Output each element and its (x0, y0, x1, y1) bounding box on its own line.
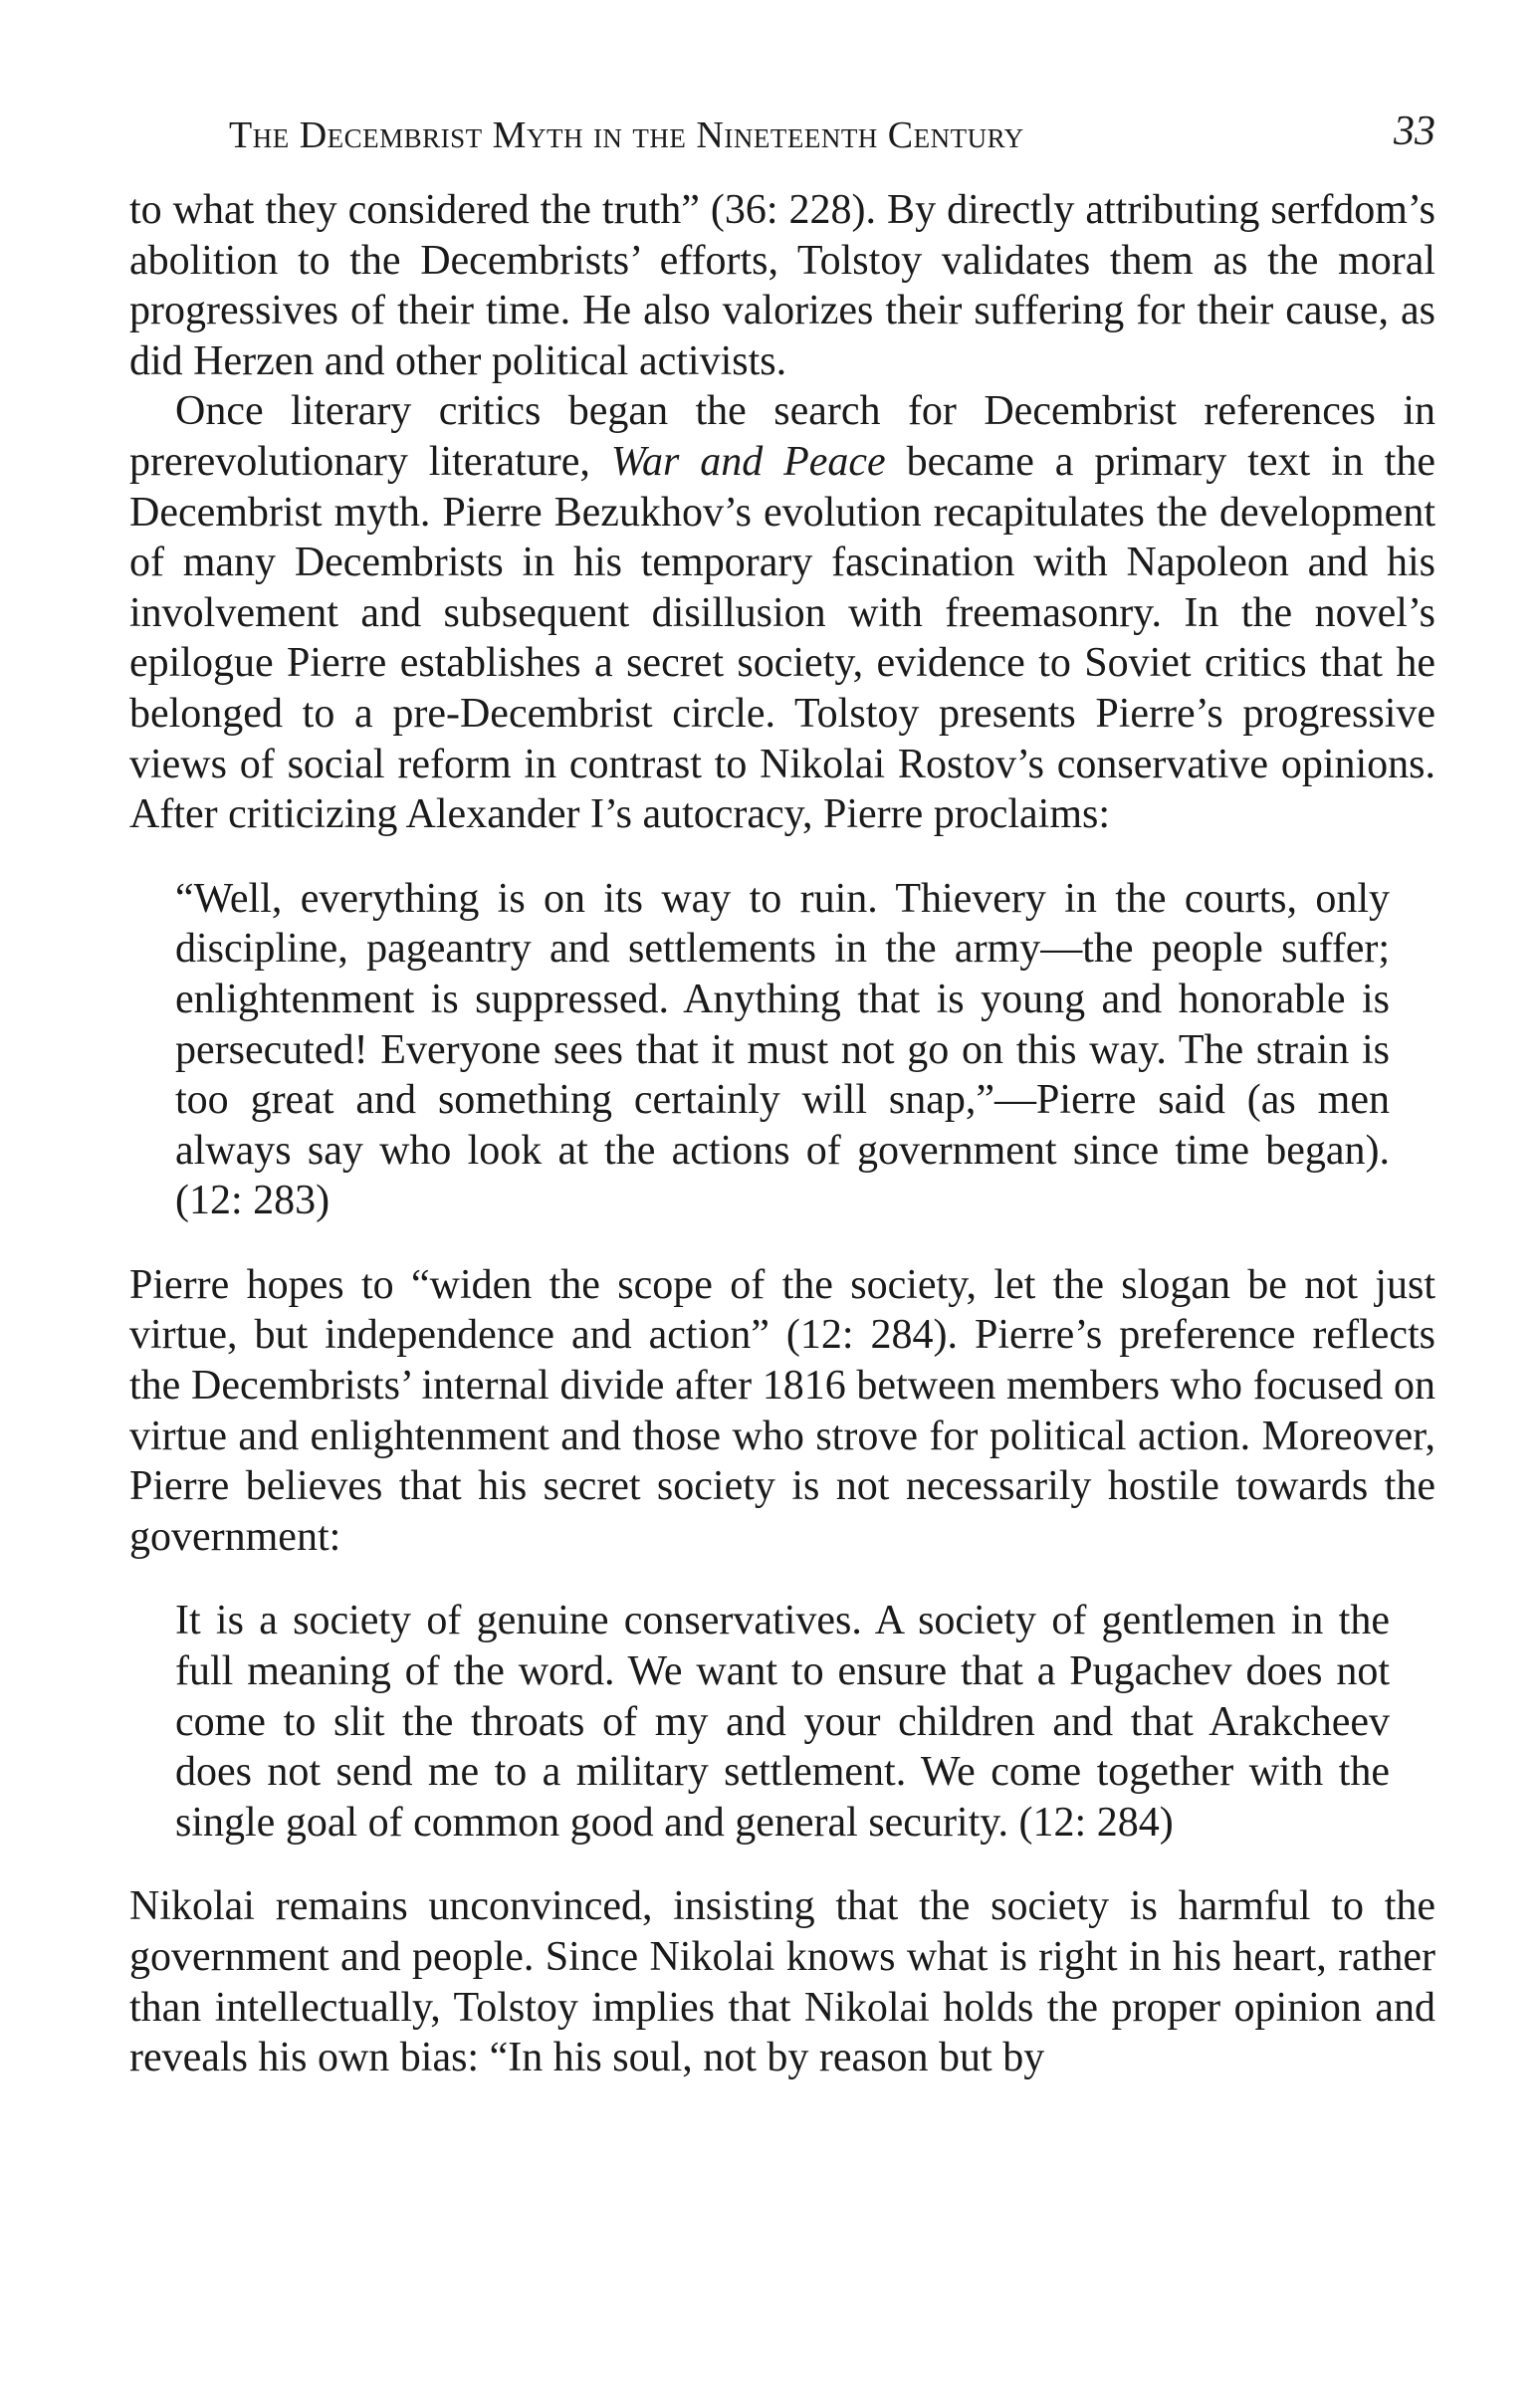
block-quote-society: It is a society of genuine conservatives. A society of gentlemen in the full meaning of the word. We want to ensure that a Pugachev does not come to slit the throats of my and your children and that Arakcheev does not send me to a military settlement. We come together with the single goal of common good and general security. (12: 284) (175, 1598, 1390, 1846)
paragraph-war-and-peace (129, 386, 1435, 839)
paragraph-nikolai: Nikolai remains unconvinced, insisting that the society is harmful to the government and people. Since Nikolai knows what is right in his heart, rather than intellectually, Tolstoy implies that Nikolai holds the proper opinion and reveals his own bias: “In his soul, not by reason but by (129, 1883, 1435, 2081)
page-number: 33 (1394, 109, 1435, 154)
paragraph-text: became a primary text in the Decembrist myth. Pierre Bezukhov’s evolution recapitulates the development of many Decembrists in his temporary fascination with Napoleon and his involvement and subsequent disillusion with freemasonry. In the novel’s epilogue Pierre establishes a secret society, evidence to Soviet critics that he belonged to a pre-Decembrist circle. Tolstoy presents Pierre’s progressive views of social reform in contrast to Nikolai Rostov’s conservative opinions. After criticizing Alexander I’s autocracy, Pierre proclaims: (129, 438, 1435, 838)
paragraph-pierre-hopes: Pierre hopes to “widen the scope of the society, let the slogan be not just virtue, but independence and action” (12: 284). Pierre’s preference reflects the Decembrists’ internal divide after 1816 between members who focused on virtue and enlightenment and those who strove for political action. Moreover, Pierre believes that his secret society is not necessarily hostile towards the government: (129, 1261, 1435, 1560)
running-head: The Decembrist Myth in the Nineteenth Century (229, 114, 1024, 156)
block-quote-pierre: “Well, everything is on its way to ruin. Thievery in the courts, only discipline, pageantry and settlements in the army—the people suffer; enlightenment is suppressed. Anything that is young and honorable is persecuted! Everyone sees that it must not go on this way. The strain is too great and something certainly will snap,”—Pierre said (as men always say who look at the actions of government since time began). (12: 283) (175, 875, 1390, 1224)
book-title-italic: War and Peace (610, 438, 886, 485)
paragraph-text: Once literary critics began the search for Decembrist references in prerevolutionary literature, (129, 388, 1435, 485)
body-text (129, 185, 1435, 2083)
paragraph-continued: to what they considered the truth” (36: 228). By directly attributing serfdom’s abolition to the Decembrists’ efforts, Tolstoy validates them as the moral progressives of their time. He also valorizes their suffering for their cause, as did Herzen and other political activists. (129, 187, 1435, 384)
page-header (129, 108, 1435, 177)
